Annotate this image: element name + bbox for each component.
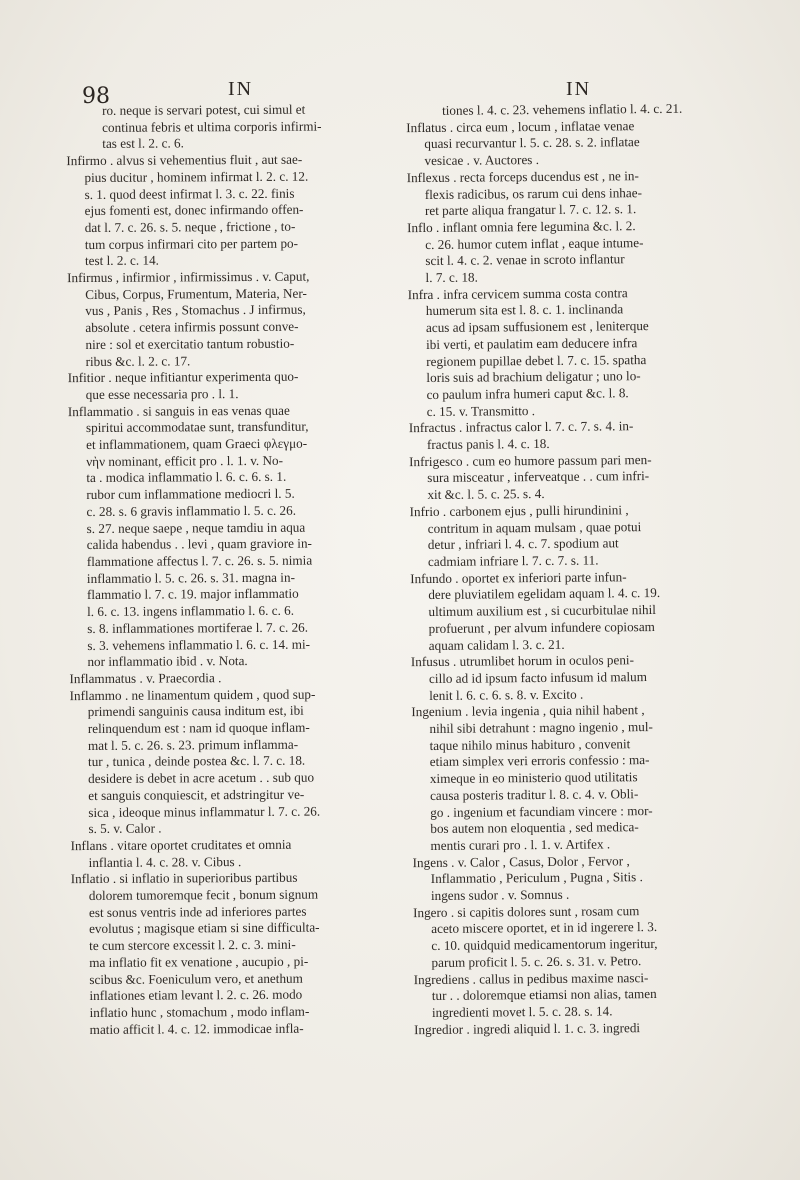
right-column	[406, 100, 762, 1038]
dictionary-entry	[67, 402, 406, 671]
text-line: ultimum auxilium est , si cucurbitulae nihil	[428, 602, 656, 620]
dictionary-entry	[70, 836, 406, 871]
left-column	[66, 101, 408, 1038]
text-line: que esse necessaria pro . l. 1.	[85, 386, 239, 402]
text-line: νὴν nominant, efficit pro . l. 1. v. No-	[86, 452, 284, 469]
text-line: relinquendum est : nam id quoque inflam-	[87, 719, 310, 737]
text-line: ximeque in eo ministerio quod utilitatis	[429, 769, 638, 787]
text-line: Infitior . neque infitiantur experimenta quo-	[67, 368, 299, 386]
text-line: contritum in aquam mulsam , quae potui	[427, 518, 642, 536]
dictionary-entry	[407, 284, 757, 420]
text-line: nihil sibi detrahunt : magno ingenio , mul-	[429, 719, 653, 736]
text-line: Inflatus . circa eum , locum , inflatae venae	[406, 117, 635, 135]
text-line: Inflammatus . v. Praecordia .	[69, 670, 222, 687]
text-line: Inflans . vitare oportet cruditates et omnia	[70, 836, 292, 854]
dictionary-entry	[411, 701, 760, 854]
text-line: scibus &c. Foeniculum vero, et anethum	[89, 970, 303, 987]
text-line: dere pluviatilem egelidam aquam l. 4. c. 19.	[428, 585, 661, 603]
text-line: Infusus . utrumlibet horum in oculos peni-	[410, 652, 634, 670]
text-line: vus , Panis , Res , Stomachus . J infirmus,	[85, 302, 306, 319]
text-line: taque nihilo minus habituro , convenit	[429, 735, 631, 753]
text-line: l. 7. c. 18.	[425, 269, 478, 286]
text-line: inflationes etiam levant l. 2. c. 26. modo	[89, 986, 303, 1004]
text-line: Infrigesco . cum eo humore passum pari men-	[409, 451, 652, 469]
text-line: acus ad ipsam suffusionem est , leniterque	[425, 318, 649, 336]
text-line: tur , tunica , deinde postea &c. l. 7. c. 18.	[87, 753, 306, 770]
text-line: Ingredior . ingredi aliquid l. 1. c. 3. ingredi	[414, 1019, 641, 1037]
text-line: ingens sudor . v. Somnus .	[430, 886, 570, 904]
left-running-head: IN	[228, 78, 254, 100]
page-number: 98	[82, 84, 110, 109]
text-line: cadmiam infriare l. 7. c. 7. s. 11.	[427, 552, 599, 569]
text-line: Ingenium . levia ingenia , quia nihil habent ,	[411, 702, 645, 720]
text-line: Ingrediens . callus in pedibus maxime nasci-	[413, 969, 649, 987]
text-line: Ingens . v. Calor , Casus, Dolor , Fervor ,	[412, 852, 630, 870]
text-line: co paulum infra humeri caput &c. l. 8.	[426, 385, 629, 402]
text-line: Ingero . si capitis dolores sunt , rosam cum	[412, 902, 640, 920]
text-line: detur , infriari l. 4. c. 7. spodium aut	[427, 535, 619, 553]
text-line: continua febris et ultima corporis infirmi-	[102, 118, 322, 135]
text-line: humerum sita est l. 8. c. 1. inclinanda	[425, 301, 624, 319]
text-line: sura misceatur , inferveatque . . cum infri-	[427, 468, 650, 486]
text-line: nor inflammatio ibid . v. Nota.	[87, 653, 248, 670]
text-line: matio afficit l. 4. c. 12. immodicae infla-	[89, 1020, 304, 1037]
text-line: Inflatio . si inflatio in superioribus partibus	[70, 870, 298, 887]
text-line: mat l. 5. c. 26. s. 23. primum inflamma-	[87, 736, 299, 753]
text-line: inflammatio l. 5. c. 26. s. 31. magna in-	[86, 569, 295, 586]
dictionary-entry	[410, 651, 759, 704]
text-line: ro. neque is servari potest, cui simul et	[101, 101, 306, 118]
text-line: cillo ad id ipsum facto infusum id malum	[428, 668, 648, 686]
text-line: s. 1. quod deest infirmat l. 3. c. 22. finis	[84, 185, 295, 202]
text-line: s. 27. neque saepe , neque tamdiu in aqua	[86, 519, 306, 536]
dictionary-entry	[412, 852, 761, 905]
text-line: c. 10. quidquid medicamentorum ingeritur,	[431, 936, 658, 954]
text-line: s. 8. inflammationes mortiferae l. 7. c. 26.	[87, 619, 309, 636]
dictionary-entry	[66, 151, 403, 270]
dictionary-entry	[413, 969, 762, 1022]
text-line: bos autem non eloquentia , sed medica-	[430, 819, 639, 837]
text-line: et inflammationem, quam Graeci φλεγμο-	[86, 435, 308, 453]
text-line: ret parte aliqua frangatur l. 7. c. 12. s. 1.	[424, 201, 637, 219]
dictionary-entry	[70, 869, 408, 1038]
text-line: Inflo . inflant omnia fere legumina &c. l. 2.	[407, 218, 636, 236]
dictionary-entry	[412, 902, 762, 972]
dictionary-entry	[67, 368, 404, 403]
text-line: causa posteris traditur l. 8. c. 4. v. Obli-	[429, 785, 639, 803]
text-line: go . ingenium et facundiam vincere : mor-	[430, 802, 653, 820]
text-line: ribus &c. l. 2. c. 17.	[85, 352, 191, 369]
text-line: Cibus, Corpus, Frumentum, Materia, Ner-	[85, 285, 307, 302]
text-line: Inflammo . ne linamentum quidem , quod sup-	[69, 686, 316, 703]
text-line: tas est l. 2. c. 6.	[102, 135, 184, 152]
text-line: Infractus . infractus calor l. 7. c. 7. s. 4. in-	[408, 418, 634, 436]
text-line: ibi verti, et paulatim eam deducere infra	[426, 334, 638, 352]
dictionary-entry	[410, 568, 759, 654]
text-line: Inflammatio , Periculum , Pugna , Sitis .	[430, 869, 643, 887]
text-line: l. 6. c. 13. ingens inflammatio l. 6. c. 6.	[87, 602, 295, 620]
dictionary-entry	[409, 451, 757, 504]
dictionary-entry	[406, 117, 754, 170]
dictionary-entry	[408, 417, 757, 453]
text-line: nire : sol et exercitatio tantum robustio-	[85, 335, 295, 352]
text-line: et sanguis conquiescit, et adstringitur ve-	[88, 786, 305, 803]
text-line: pius ducitur , hominem infirmat l. 2. c. 12.	[84, 168, 309, 185]
text-line: absolute . cetera infirmis possunt conve-	[85, 318, 299, 336]
text-line: rubor cum inflammatione mediocri l. 5.	[86, 485, 295, 503]
text-line: ma inflatio fit ex venatione , aucupio , pi-	[89, 953, 309, 970]
text-line: parum proficit l. 5. c. 26. s. 31. v. Petro.	[431, 952, 642, 970]
dictionary-entry	[407, 217, 756, 287]
text-line: dolorem tumoremque fecit , bonum signum	[88, 886, 319, 904]
text-line: Infundo . oportet ex inferiori parte infun-	[410, 568, 627, 586]
text-line: etiam simplex veri erroris confessio : ma-	[429, 752, 650, 770]
text-line: tum corpus infirmari cito per partem po-	[84, 235, 299, 252]
text-line: te cum stercore excessit l. 2. c. 3. mini-	[89, 936, 296, 954]
text-line: evolutus ; magisque etiam si sine difficulta-	[88, 920, 320, 937]
text-line: Infirmus , infirmior , infirmissimus . v. Caput,	[67, 268, 310, 286]
text-line: s. 5. v. Calor .	[88, 820, 162, 837]
text-line: inflatio hunc , stomachum , modo inflam-	[89, 1003, 310, 1020]
text-line: vesicae . v. Auctores .	[424, 152, 540, 169]
text-line: desidere is debet in acre acetum . . sub quo	[88, 769, 315, 787]
text-line: loris suis ad brachium deligatur ; uno lo-	[426, 368, 641, 386]
text-line: lenit l. 6. c. 6. s. 8. v. Excito .	[429, 686, 584, 703]
text-line: c. 26. humor cutem inflat , eaque intume-	[425, 234, 644, 252]
text-line: sica , ideoque minus inflammatur l. 7. c. 26.	[88, 803, 321, 820]
text-line: primendi sanguinis causa inditum est, ibi	[87, 702, 304, 720]
text-line: Infra . infra cervicem summa costa contra	[407, 284, 628, 302]
text-line: inflantia l. 4. c. 28. v. Cibus .	[88, 853, 242, 870]
text-line: tiones l. 4. c. 23. vehemens inflatio l. 4. c. 21.	[441, 100, 683, 118]
text-line: profuerunt , per alvum infundere copiosam	[428, 618, 655, 636]
dictionary-entry	[409, 501, 758, 571]
text-line: tur . . doloremque etiamsi non alias, tamen	[431, 986, 657, 1004]
text-line: c. 28. s. 6 gravis inflammatio l. 5. c. 26.	[86, 502, 297, 519]
text-line: ejus fomenti est, donec infirmando offen-	[84, 201, 304, 219]
text-line: calida habendus . . levi , quam graviore in-	[86, 535, 312, 553]
text-line: est sonus ventris inde ad inferiores partes	[88, 903, 307, 920]
text-line: spiritui accommodatae sunt, transfunditur,	[85, 418, 309, 436]
text-line: Inflexus . recta forceps ducendus est , ne in-	[406, 167, 639, 185]
text-line: s. 3. vehemens inflammatio l. 6. c. 14. mi-	[87, 636, 311, 653]
text-line: fractus panis l. 4. c. 18.	[426, 435, 550, 453]
text-line: dat l. 7. c. 26. s. 5. neque , frictione , to-	[84, 218, 296, 235]
text-line: test l. 2. c. 14.	[84, 252, 160, 269]
text-line: ingredienti movet l. 5. c. 28. s. 14.	[431, 1003, 613, 1020]
dictionary-entry	[69, 686, 407, 838]
dictionary-entry	[414, 1019, 762, 1039]
text-line: flammatione affectus l. 7. c. 26. s. 5. nimia	[86, 552, 313, 569]
dictionary-entry	[67, 268, 404, 370]
text-line: Inflammatio . si sanguis in eas venas quae	[67, 402, 290, 419]
text-line: quasi recurvantur l. 5. c. 28. s. 2. inflatae	[424, 134, 640, 152]
text-line: aceto miscere oportet, et in id ingerere l. 3.	[431, 919, 658, 937]
text-line: c. 15. v. Transmitto .	[426, 402, 536, 419]
text-line: mentis curari pro . l. 1. v. Artifex .	[430, 836, 611, 853]
text-line: Infirmo . alvus si vehementius fluit , aut sae-	[66, 151, 303, 169]
text-line: flexis radicibus, os rarum cui dens inhae-	[424, 184, 643, 202]
text-line: aquam calidam l. 3. c. 21.	[428, 636, 565, 653]
text-line: flammatio l. 7. c. 19. major inflammatio	[86, 586, 299, 603]
dictionary-entry	[69, 669, 405, 688]
dictionary-entry	[406, 167, 755, 220]
entry-continuation	[84, 101, 402, 153]
text-line: xit &c. l. 5. c. 25. s. 4.	[427, 486, 545, 503]
text-line: scit l. 4. c. 2. venae in scroto inflantur	[425, 251, 625, 269]
text-line: regionem pupillae debet l. 7. c. 15. spatha	[426, 351, 647, 369]
text-line: Infrio . carbonem ejus , pulli hirundinini ,	[409, 502, 629, 520]
right-running-head: IN	[566, 78, 592, 100]
text-line: ta . modica inflammatio l. 6. c. 6. s. 1.	[86, 469, 287, 486]
